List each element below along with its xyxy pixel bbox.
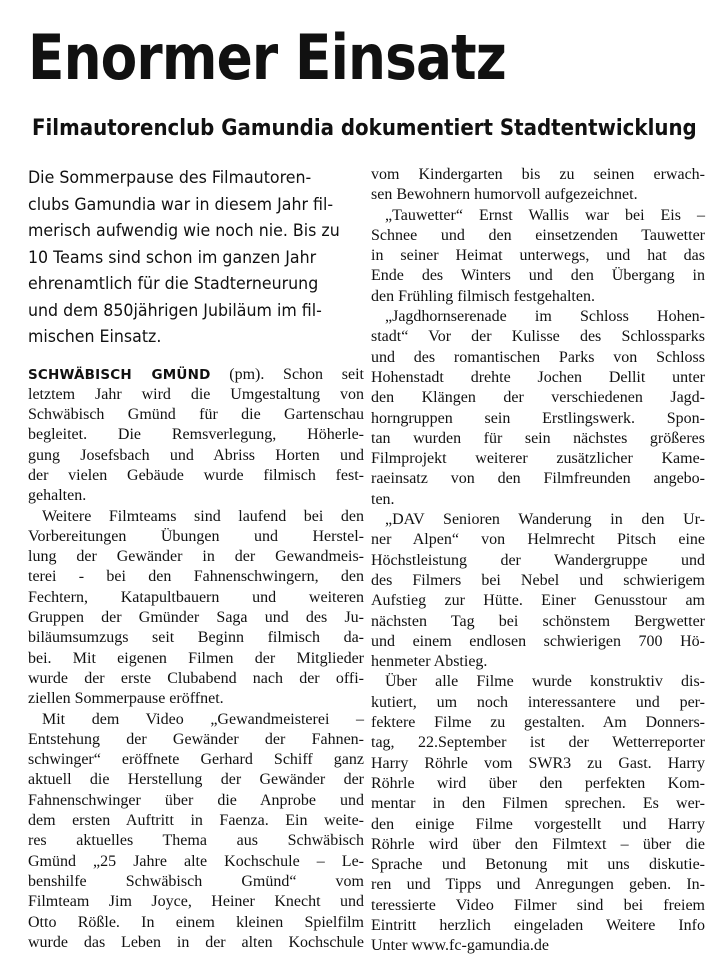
text-line: des Filmers bei Nebel und schwierigem	[371, 571, 705, 589]
text-line: teressierte Video Filmer sind bei freiem	[371, 896, 705, 914]
body-paragraph	[371, 510, 705, 672]
text-line: Filmprojekt weiterer zusätzlicher Kame-	[371, 450, 705, 468]
text-line: Otto Rößle. In einem kleinen Spielfilm	[28, 913, 364, 931]
text-line: den einige Filme vorgestellt und Harry	[371, 815, 705, 833]
text-line: Höchstleistung der Wandergruppe und	[371, 551, 705, 569]
text-line: der vielen Gebäude wurde filmisch fest-	[28, 466, 364, 484]
lead-line: 10 Teams sind schon im ganzen Jahr	[28, 247, 317, 268]
text-line: Röhrle wird über den perfekten Kom-	[371, 774, 705, 792]
text-line: Schwäbisch Gmünd für die Gartenschau	[28, 406, 364, 424]
text-line: aktuell die Herstellung der Gewänder der	[28, 771, 364, 789]
text-line: Fechtern, Katapultbauern und weiteren	[28, 588, 364, 606]
text-line: letztem Jahr wird die Umgestaltung von	[28, 385, 364, 403]
text-line	[28, 365, 364, 385]
text-line: und des romantischen Parks von Schloss	[371, 348, 705, 366]
text-line: tag, 22.September ist der Wetterreporter	[371, 734, 705, 752]
text-line: mentar in den Filmen sprechen. Es wer-	[371, 795, 705, 813]
text-line: horngruppen sein Erstlingswerk. Spon-	[371, 409, 705, 427]
text-line: begleitet. Die Remsverlegung, Höherle-	[28, 426, 364, 444]
lead-line: ehrenamtlich für die Stadterneurung	[28, 274, 319, 294]
text-line: raeinsatz von den Filmfreunden angebo-	[371, 470, 705, 488]
text-line: kutiert, um noch interessantere und per-	[371, 693, 705, 711]
body-paragraph	[371, 672, 705, 956]
text-line: Ende des Winters und den Übergang in	[371, 267, 705, 285]
text-line: „Jagdhornserenade im Schloss Hohen-	[385, 308, 705, 326]
lead-line: merisch aufwendig wie noch nie. Bis zu	[28, 221, 340, 241]
text-line: fektere Filme zu gestalten. Am Donners-	[371, 714, 705, 732]
text-line: vom Kindergarten bis zu seinen erwach-	[371, 166, 705, 183]
text-line: dem ersten Auftritt in Faenza. Ein weite-	[28, 812, 364, 830]
text-line: Gmünd „25 Jahre alte Kochschule – Le-	[28, 852, 364, 870]
body-paragraph	[371, 206, 705, 307]
text-line: ziellen Sommerpause eröffnet.	[28, 690, 224, 708]
text-line: Sprache und Betonung mit uns diskutie-	[371, 856, 705, 874]
subheadline: Filmautorenclub Gamundia dokumentiert Stadtentwicklung	[32, 116, 697, 141]
text-line: biläumsumzugs seit Beginn filmisch da-	[28, 629, 364, 647]
text-line: Schnee und den einsetzenden Tauwetter	[371, 226, 705, 244]
text-line: Weitere Filmteams sind laufend bei den	[42, 507, 364, 525]
lead-line: Die Sommerpause des Filmautoren-	[28, 168, 312, 188]
text-line: „DAV Senioren Wanderung in den Ur-	[385, 511, 705, 529]
text-line: Hohenstadt drehte Jochen Dellit unter	[371, 368, 705, 386]
text-line: nächsten Tag bei schönstem Bergwetter	[371, 612, 705, 630]
right-column	[371, 165, 705, 957]
lead-line: und dem 850jährigen Jubiläum im fil-	[28, 300, 322, 321]
text-line: Gruppen der Gmünder Saga und des Ju-	[28, 609, 364, 627]
lead-line: mischen Einsatz.	[28, 327, 162, 347]
text-line: Vorbereitungen Übungen und Herstel-	[28, 527, 364, 545]
text-line: Fahnenschwinger über die Anprobe und	[28, 791, 364, 809]
text-line: henmeter Abstieg.	[371, 653, 488, 671]
text-line: Filmteam Jim Joyce, Heiner Knecht und	[28, 893, 364, 911]
body-paragraph	[28, 365, 364, 507]
lead-line: clubs Gamundia war in diesem Jahr fil-	[28, 194, 334, 215]
dateline: SCHWÄBISCH GMÜND	[28, 366, 211, 383]
text-line: Unter www.fc-gamundia.de	[371, 937, 550, 955]
body-paragraph	[371, 165, 705, 206]
text-line: ner Alpen“ von Helmrecht Pitsch eine	[371, 531, 705, 549]
text-line: bei. Mit eigenen Filmen der Mitglieder	[28, 649, 364, 667]
text-line: res aktuelles Thema aus Schwäbisch	[28, 832, 364, 850]
text-line: schwinger“ eröffnete Gerhard Schiff ganz	[28, 751, 364, 769]
text-line: Aufstieg zur Hütte. Einer Genusstour am	[371, 592, 705, 610]
text-line: gehalten.	[28, 487, 87, 505]
text-line: gung Josefsbach und Abriss Horten und	[28, 446, 364, 464]
lead-paragraph	[28, 165, 364, 351]
text-line: Über alle Filme wurde konstruktiv dis-	[385, 673, 705, 691]
text-line: in seiner Heimat unterwegs, und hat das	[371, 247, 705, 265]
text-line: Eintritt herzlich eingeladen Weitere Info	[371, 916, 705, 934]
text-line: den Klängen der verschiedenen Jagd-	[371, 389, 705, 407]
text-line: den Frühling filmisch festgehalten.	[371, 287, 595, 305]
text-line: Röhrle wird über den Filmtext – über die	[371, 835, 705, 853]
text-line: sen Bewohnern humorvoll aufgezeichnet.	[371, 186, 638, 204]
headline: Enormer Einsatz	[28, 21, 506, 94]
text-line: terei - bei den Fahnenschwingern, den	[28, 568, 364, 586]
body-paragraph	[28, 507, 364, 710]
body-paragraph	[371, 307, 705, 510]
text-line: tan wurden für sein nächstes größeres	[371, 429, 705, 447]
text-line: „Tauwetter“ Ernst Wallis war bei Eis –	[385, 206, 705, 224]
text-fragment: (pm). Schon seit	[229, 365, 364, 383]
text-line: und einem endlosen schwierigen 700 Hö-	[371, 632, 705, 650]
text-line: lung der Gewänder in der Gewandmeis-	[28, 548, 364, 566]
text-line: benshilfe Schwäbisch Gmünd“ vom	[28, 872, 364, 890]
body-paragraph	[28, 710, 364, 954]
text-line: wurde das Leben in der alten Kochschule	[28, 933, 364, 951]
text-line: Mit dem Video „Gewandmeisterei –	[42, 710, 364, 728]
text-line: Entstehung der Gewänder der Fahnen-	[28, 730, 364, 748]
left-column	[28, 165, 364, 953]
text-line: wurde der erste Clubabend nach der offi-	[28, 669, 364, 687]
text-line: ren und Tipps und Anregungen geben. In-	[371, 876, 705, 894]
text-line: stadt“ Vor der Kulisse des Schlossparks	[371, 328, 705, 346]
text-line: Harry Röhrle vom SWR3 zu Gast. Harry	[371, 754, 705, 772]
text-line: ten.	[371, 490, 395, 508]
